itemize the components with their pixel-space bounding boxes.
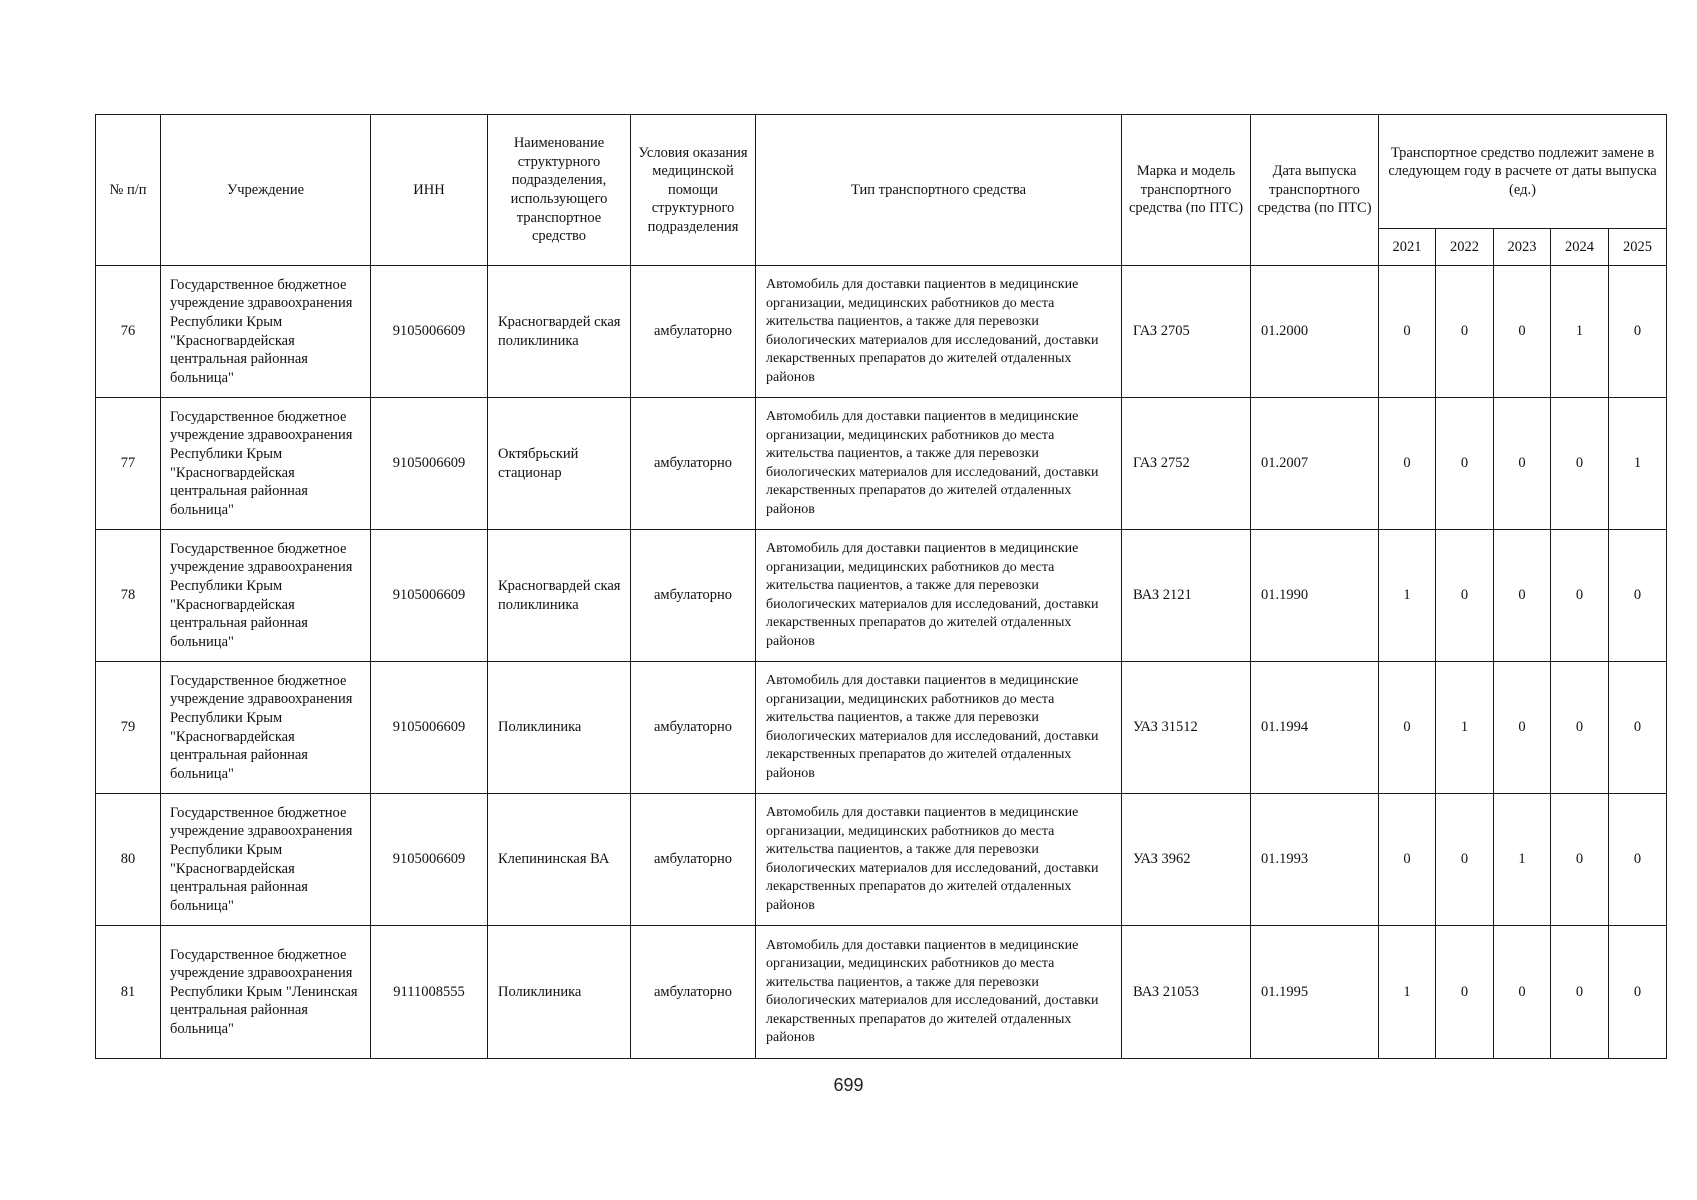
header-replacement-group: Транспортное средство подлежит замене в следующем году в расчете от даты выпуска (ед.) <box>1379 115 1667 229</box>
table-row <box>96 662 1667 794</box>
header-vehicle-type: Тип транспортного средства <box>756 115 1122 266</box>
year-value-cell: 0 <box>1609 662 1667 794</box>
brand-cell: ГАЗ 2752 <box>1122 398 1251 530</box>
year-value-cell: 0 <box>1436 398 1494 530</box>
vehicle-type-cell: Автомобиль для доставки пациентов в медицинские организации, медицинских работников до места жительства пациентов, а также для перевозки биологических материалов для исследований, доставки лекарственных препаратов до жителей отдаленных районов <box>756 662 1122 794</box>
header-year: 2024 <box>1551 229 1609 266</box>
inn-cell: 9105006609 <box>371 530 488 662</box>
conditions-cell: амбулаторно <box>631 794 756 926</box>
release-date-cell: 01.1993 <box>1251 794 1379 926</box>
brand-cell: ВАЗ 2121 <box>1122 530 1251 662</box>
year-value-cell: 1 <box>1379 926 1436 1059</box>
page-number: 699 <box>833 1075 864 1095</box>
department-cell: Поликлиника <box>488 926 631 1059</box>
header-department: Наименование структурного подразделения, использующего транспортное средство <box>488 115 631 266</box>
year-value-cell: 0 <box>1494 662 1551 794</box>
year-value-cell: 0 <box>1609 266 1667 398</box>
year-value-cell: 0 <box>1551 794 1609 926</box>
vehicle-type-cell: Автомобиль для доставки пациентов в медицинские организации, медицинских работников до места жительства пациентов, а также для перевозки биологических материалов для исследований, доставки лекарственных препаратов до жителей отдаленных районов <box>756 398 1122 530</box>
year-value-cell: 1 <box>1494 794 1551 926</box>
conditions-cell: амбулаторно <box>631 662 756 794</box>
inn-cell: 9105006609 <box>371 398 488 530</box>
inn-cell: 9105006609 <box>371 266 488 398</box>
year-value-cell: 1 <box>1436 662 1494 794</box>
table-row <box>96 266 1667 398</box>
table-body <box>96 266 1667 1059</box>
institution-cell: Государственное бюджетное учреждение здравоохранения Республики Крым "Красногвардейская центральная районная больница" <box>161 266 371 398</box>
row-number: 80 <box>96 794 161 926</box>
year-value-cell: 0 <box>1379 398 1436 530</box>
release-date-cell: 01.1990 <box>1251 530 1379 662</box>
row-number: 81 <box>96 926 161 1059</box>
table-row <box>96 530 1667 662</box>
conditions-cell: амбулаторно <box>631 266 756 398</box>
header-release-date: Дата выпуска транспортного средства (по ПТС) <box>1251 115 1379 266</box>
conditions-cell: амбулаторно <box>631 530 756 662</box>
brand-cell: ВАЗ 21053 <box>1122 926 1251 1059</box>
release-date-cell: 01.2000 <box>1251 266 1379 398</box>
vehicle-replacement-table <box>95 114 1667 1059</box>
year-value-cell: 0 <box>1494 398 1551 530</box>
department-cell: Красногвардей ская поликлиника <box>488 266 631 398</box>
year-value-cell: 0 <box>1379 266 1436 398</box>
year-value-cell: 0 <box>1436 530 1494 662</box>
year-value-cell: 0 <box>1609 530 1667 662</box>
inn-cell: 9105006609 <box>371 794 488 926</box>
conditions-cell: амбулаторно <box>631 926 756 1059</box>
header-conditions: Условия оказания медицинской помощи структурного подразделения <box>631 115 756 266</box>
department-cell: Поликлиника <box>488 662 631 794</box>
brand-cell: УАЗ 31512 <box>1122 662 1251 794</box>
year-value-cell: 1 <box>1379 530 1436 662</box>
institution-cell: Государственное бюджетное учреждение здравоохранения Республики Крым "Красногвардейская центральная районная больница" <box>161 398 371 530</box>
vehicle-type-cell: Автомобиль для доставки пациентов в медицинские организации, медицинских работников до места жительства пациентов, а также для перевозки биологических материалов для исследований, доставки лекарственных препаратов до жителей отдаленных районов <box>756 266 1122 398</box>
header-year: 2023 <box>1494 229 1551 266</box>
year-value-cell: 1 <box>1551 266 1609 398</box>
institution-cell: Государственное бюджетное учреждение здравоохранения Республики Крым "Ленинская центральная районная больница" <box>161 926 371 1059</box>
row-number: 76 <box>96 266 161 398</box>
year-value-cell: 1 <box>1609 398 1667 530</box>
header-brand: Марка и модель транспортного средства (по ПТС) <box>1122 115 1251 266</box>
brand-cell: ГАЗ 2705 <box>1122 266 1251 398</box>
department-cell: Клепининская ВА <box>488 794 631 926</box>
header-year: 2022 <box>1436 229 1494 266</box>
table-row <box>96 926 1667 1059</box>
department-cell: Красногвардей ская поликлиника <box>488 530 631 662</box>
year-value-cell: 0 <box>1551 530 1609 662</box>
table-header <box>96 115 1667 266</box>
institution-cell: Государственное бюджетное учреждение здравоохранения Республики Крым "Красногвардейская центральная районная больница" <box>161 530 371 662</box>
table-row <box>96 794 1667 926</box>
year-value-cell: 0 <box>1551 398 1609 530</box>
header-inn: ИНН <box>371 115 488 266</box>
year-value-cell: 0 <box>1494 530 1551 662</box>
table-row <box>96 398 1667 530</box>
year-value-cell: 0 <box>1609 794 1667 926</box>
institution-cell: Государственное бюджетное учреждение здравоохранения Республики Крым "Красногвардейская центральная районная больница" <box>161 662 371 794</box>
year-value-cell: 0 <box>1494 266 1551 398</box>
inn-cell: 9105006609 <box>371 662 488 794</box>
vehicle-type-cell: Автомобиль для доставки пациентов в медицинские организации, медицинских работников до места жительства пациентов, а также для перевозки биологических материалов для исследований, доставки лекарственных препаратов до жителей отдаленных районов <box>756 794 1122 926</box>
header-institution: Учреждение <box>161 115 371 266</box>
header-year: 2021 <box>1379 229 1436 266</box>
release-date-cell: 01.2007 <box>1251 398 1379 530</box>
year-value-cell: 0 <box>1436 794 1494 926</box>
header-num: № п/п <box>96 115 161 266</box>
department-cell: Октябрьский стационар <box>488 398 631 530</box>
row-number: 77 <box>96 398 161 530</box>
release-date-cell: 01.1995 <box>1251 926 1379 1059</box>
header-year: 2025 <box>1609 229 1667 266</box>
year-value-cell: 0 <box>1551 662 1609 794</box>
year-value-cell: 0 <box>1609 926 1667 1059</box>
vehicle-type-cell: Автомобиль для доставки пациентов в медицинские организации, медицинских работников до места жительства пациентов, а также для перевозки биологических материалов для исследований, доставки лекарственных препаратов до жителей отдаленных районов <box>756 926 1122 1059</box>
brand-cell: УАЗ 3962 <box>1122 794 1251 926</box>
institution-cell: Государственное бюджетное учреждение здравоохранения Республики Крым "Красногвардейская центральная районная больница" <box>161 794 371 926</box>
year-value-cell: 0 <box>1436 266 1494 398</box>
year-value-cell: 0 <box>1551 926 1609 1059</box>
year-value-cell: 0 <box>1379 662 1436 794</box>
row-number: 79 <box>96 662 161 794</box>
row-number: 78 <box>96 530 161 662</box>
year-value-cell: 0 <box>1436 926 1494 1059</box>
conditions-cell: амбулаторно <box>631 398 756 530</box>
year-value-cell: 0 <box>1379 794 1436 926</box>
inn-cell: 9111008555 <box>371 926 488 1059</box>
release-date-cell: 01.1994 <box>1251 662 1379 794</box>
year-value-cell: 0 <box>1494 926 1551 1059</box>
vehicle-type-cell: Автомобиль для доставки пациентов в медицинские организации, медицинских работников до места жительства пациентов, а также для перевозки биологических материалов для исследований, доставки лекарственных препаратов до жителей отдаленных районов <box>756 530 1122 662</box>
